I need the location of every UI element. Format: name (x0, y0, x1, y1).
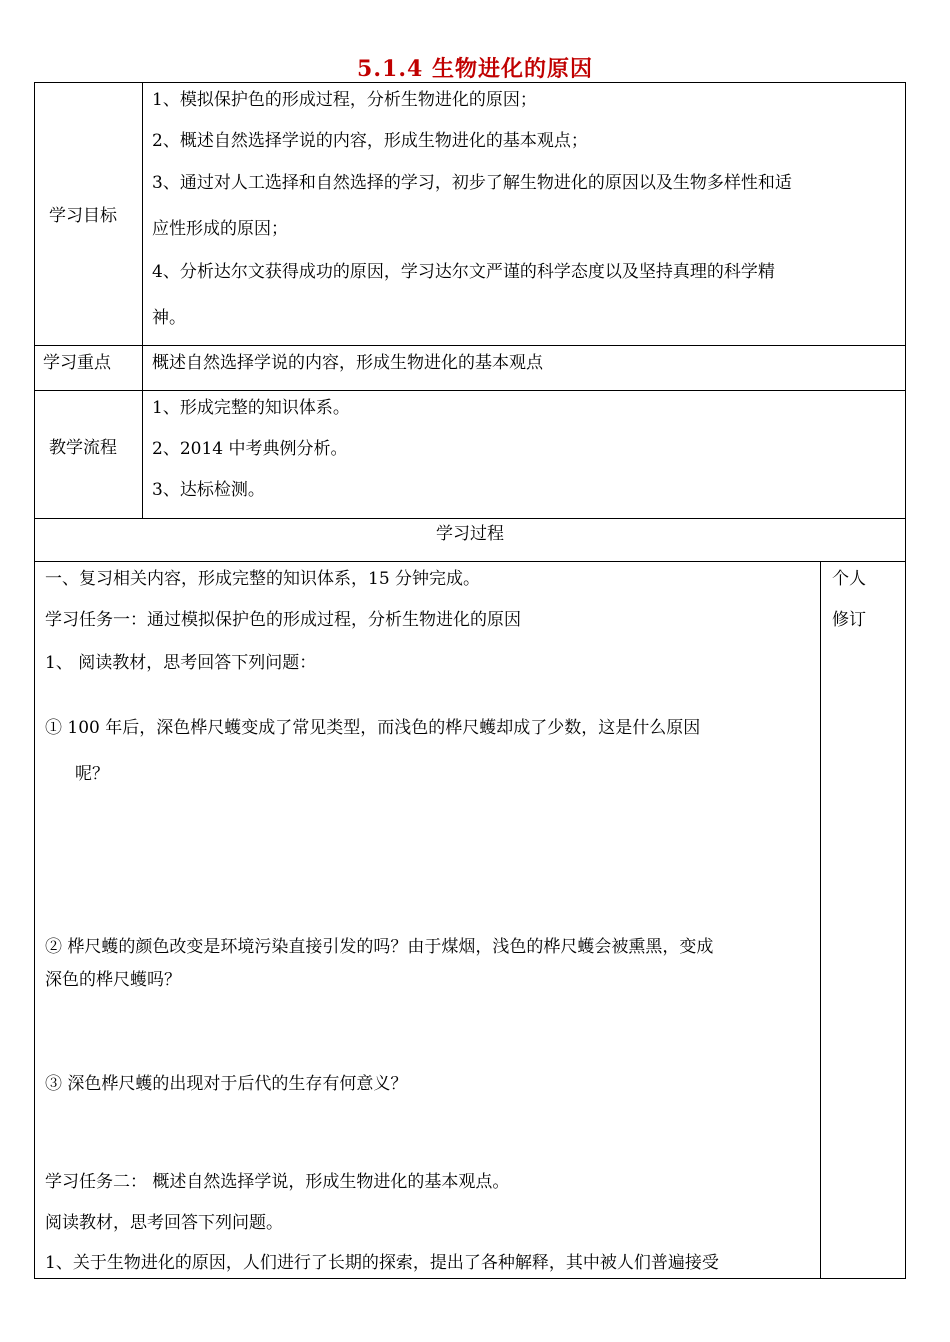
row-divider (35, 390, 905, 391)
objective-line: 3、通过对人工选择和自然选择的学习，初步了解生物进化的原因以及生物多样性和适 (152, 173, 792, 193)
process-header: 学习过程 (436, 524, 504, 544)
revision-label: 修订 (832, 610, 866, 630)
question-3: ③ 深色桦尺蠖的出现对于后代的生存有何意义？ (45, 1074, 408, 1094)
focus-text: 概述自然选择学说的内容，形成生物进化的基本观点 (152, 353, 543, 373)
lesson-plan-table (34, 82, 906, 1279)
flow-line: 3、达标检测。 (152, 480, 265, 500)
review-line: 一、复习相关内容，形成完整的知识体系，15 分钟完成。 (45, 569, 481, 589)
label-column-divider (142, 83, 143, 518)
objectives-label: 学习目标 (49, 206, 117, 226)
objective-line: 4、分析达尔文获得成功的原因，学习达尔文严谨的科学态度以及坚持真理的科学精 (152, 262, 775, 282)
focus-label: 学习重点 (43, 353, 111, 373)
revision-label: 个人 (832, 569, 866, 589)
page-title: 5.1.4 生物进化的原因 (357, 56, 593, 82)
objective-line: 2、概述自然选择学说的内容，形成生物进化的基本观点； (152, 131, 588, 151)
question-1-cont: 呢？ (75, 764, 109, 784)
objective-line: 神。 (152, 308, 186, 328)
objective-line: 应性形成的原因； (152, 219, 288, 239)
question-1: ① 100 年后，深色桦尺蠖变成了常见类型，而浅色的桦尺蠖却成了少数，这是什么原因 (45, 718, 701, 738)
objective-line: 1、模拟保护色的形成过程，分析生物进化的原因； (152, 90, 537, 110)
question-2-cont: 深色的桦尺蠖吗？ (45, 970, 181, 990)
revision-column-divider (820, 561, 821, 1278)
task2-intro: 阅读教材，思考回答下列问题。 (45, 1213, 283, 1233)
task2-title: 学习任务二： 概述自然选择学说，形成生物进化的基本观点。 (45, 1172, 510, 1192)
flow-line: 2、2014 中考典例分析。 (152, 439, 348, 459)
row-divider (35, 518, 905, 519)
task1-intro: 1、 阅读教材，思考回答下列问题： (45, 653, 317, 673)
flow-label: 教学流程 (49, 438, 117, 458)
row-divider (35, 345, 905, 346)
task2-question-1: 1、关于生物进化的原因，人们进行了长期的探索，提出了各种解释，其中被人们普遍接受 (45, 1253, 719, 1273)
flow-line: 1、形成完整的知识体系。 (152, 398, 350, 418)
task1-title: 学习任务一：通过模拟保护色的形成过程，分析生物进化的原因 (45, 610, 521, 630)
row-divider (35, 561, 905, 562)
question-2: ② 桦尺蠖的颜色改变是环境污染直接引发的吗？由于煤烟，浅色的桦尺蠖会被熏黑，变成 (45, 937, 714, 957)
